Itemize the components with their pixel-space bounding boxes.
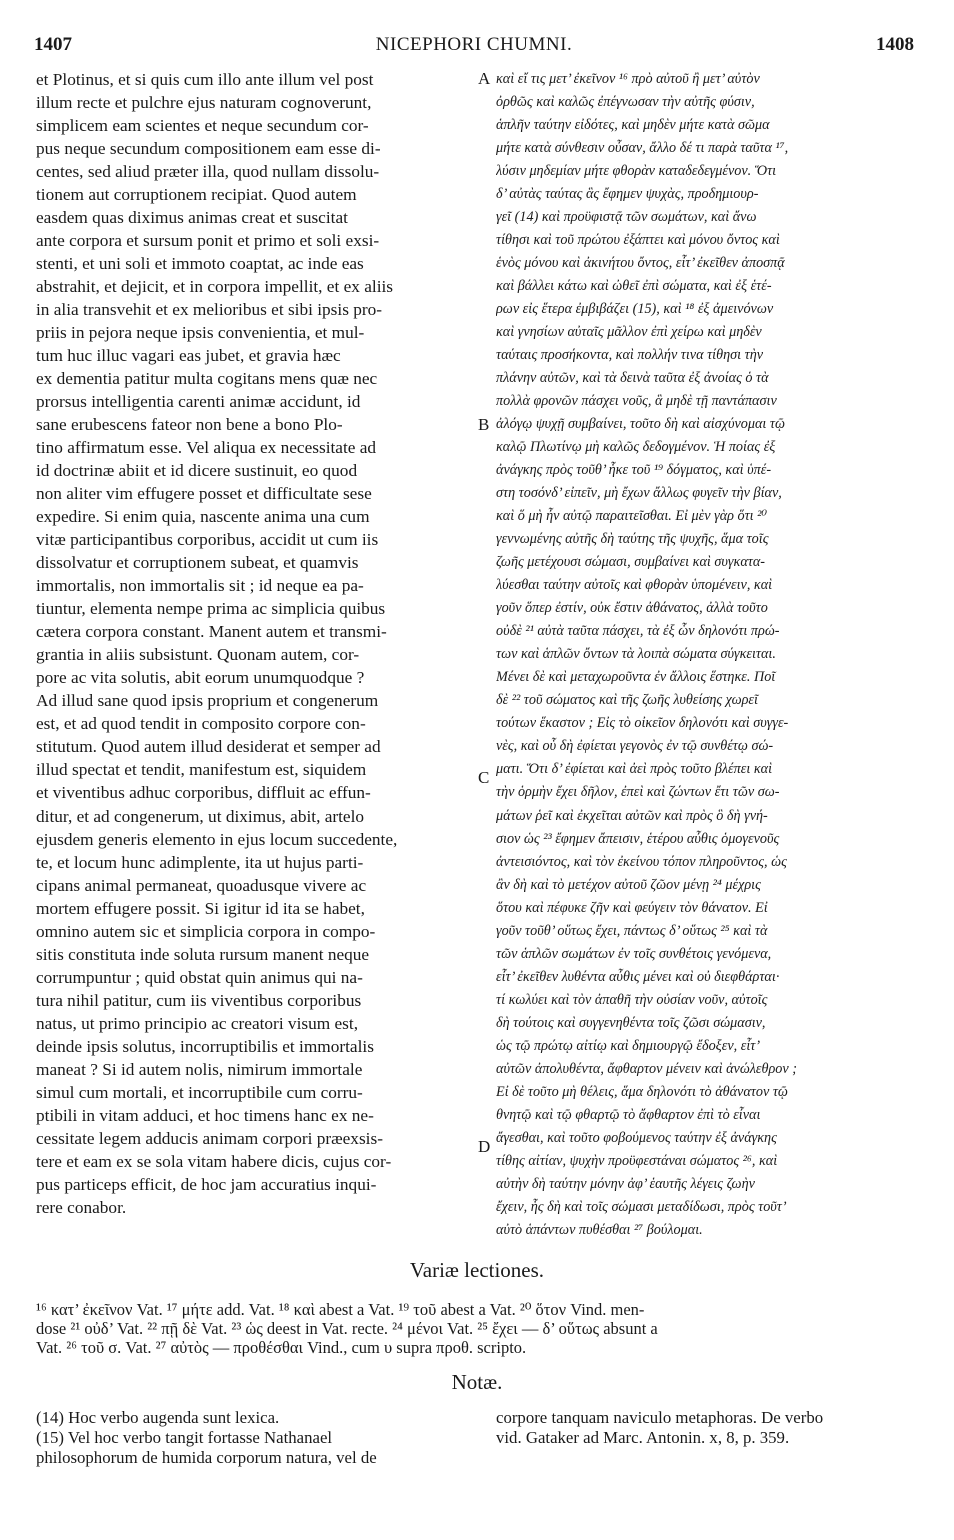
latin-text-line: Ad illud sane quod ipsis proprium et congenerum	[36, 691, 379, 711]
latin-text-line: est, et ad quod tendit in composito corpore con-	[36, 714, 366, 734]
greek-text-line: πολλὰ φρονῶν πάσχει νοῦς, ἃ μηδὲ τῇ παντάπασιν	[496, 393, 777, 410]
latin-text-line: priis in pejora neque ipsis convenientia, et mul-	[36, 323, 365, 343]
greek-text-line: καὶ βάλλει κάτω καὶ ὠθεῖ ἐπὶ σώματα, καὶ ἐξ ἑτέ-	[496, 278, 772, 295]
latin-text-line: in alia transvehit et ex melioribus et sibi ipsis pro-	[36, 300, 383, 320]
greek-text-line: εἶτ’ ἐκεῖθεν λυθέντα αὖθις μένει καὶ οὐ διεφθάρται·	[496, 968, 780, 985]
latin-text-line: tino affirmatum esse. Vel aliqua ex necessitate ad	[36, 438, 377, 458]
latin-text-line: ejusdem generis elemento in ejus locum succedente,	[36, 829, 398, 849]
note-line: vid. Gataker ad Marc. Antonin. x, 8, p. 359.	[496, 1428, 790, 1447]
greek-text-line: πλάνην αὐτῶν, καὶ τὰ δεινὰ ταῦτα ἐξ ἀνοίας ὁ τὰ	[496, 370, 769, 387]
section-marker-c: C	[478, 768, 490, 787]
latin-text-line: immortalis, non immortalis sit ; id neque ea pa-	[36, 576, 364, 596]
greek-text-line: γεννωμένης αὐτῆς δὴ ταύτης τῆς ψυχῆς, ἅμα τοῖς	[496, 531, 769, 548]
latin-text-line: stenti, et uni soli et immoto coaptat, ac inde eas	[36, 254, 364, 274]
greek-text-line: τὴν ὁρμὴν ἔχει δῆλον, ἐπεὶ καὶ ζώντων ἔτι τῶν σω-	[496, 784, 780, 801]
latin-text-line: tionem aut corruptionem recipiat. Quod autem	[36, 185, 357, 205]
variae-lectiones-heading: Variæ lectiones.	[409, 1258, 545, 1282]
greek-text-line: γοῦν τοῦθ’ οὕτως ἔχει, πάντως δ’ οὕτως ²⁵ καὶ τὰ	[496, 922, 768, 939]
greek-text-line: αὐτὸ ἁπάντων πυθέσθαι ²⁷ βούλομαι.	[496, 1221, 703, 1238]
latin-text-line: dissolvatur et corruptionem subeat, et quamvis	[36, 553, 359, 573]
notae-right-column	[496, 1408, 918, 1448]
page-number-right: 1408	[876, 34, 914, 55]
greek-text-line: ὡς τῷ πρώτῳ αἰτίῳ καὶ δημιουργῷ ἔδοξεν, εἶτ’	[496, 1037, 761, 1054]
greek-text-line: γοῦν ὅπερ ἐστίν, οὐκ ἔστιν ἀθάνατος, ἀλλὰ τοῦτο	[496, 600, 768, 617]
latin-text-line: sitis constituta inde soluta rursum manent neque	[36, 944, 370, 964]
latin-text-line: cipans animal permaneat, quoadusque vivere ac	[36, 875, 367, 895]
greek-text-line: καλῷ Πλωτίνῳ μὴ καλῶς δεδογμένον. Ἡ ποίας ἐξ	[496, 439, 776, 456]
latin-text-line: cætera corpora constant. Manent autem et transmi-	[36, 622, 387, 642]
latin-text-line: rere conabor.	[36, 1197, 127, 1217]
note-line: philosophorum de humida corporum natura, vel de	[36, 1448, 377, 1467]
latin-text-line: te, et locum hunc adimplente, ita ut hujus parti-	[36, 852, 364, 872]
latin-text-line: natus, ut primo principio ac creatori visum est,	[36, 1013, 359, 1033]
latin-text-line: maneat ? Si id autem nolis, nimirum immortale	[36, 1059, 363, 1079]
greek-text-line: ἄγεσθαι, καὶ τοῦτο φοβούμενος ταύτην ἐξ ἀνάγκης	[496, 1129, 777, 1146]
greek-text-line: τί κωλύει καὶ τὸν ἀπαθῆ τὴν οὐσίαν νοῦν, αὐτοῖς	[496, 991, 768, 1008]
notae-heading: Notæ.	[451, 1370, 503, 1394]
latin-text-line: grantia in aliis subsistunt. Quonam autem, cor-	[36, 645, 360, 665]
greek-text-line: αὐτὴν δὴ ταύτην μόνην ἀφ’ ἑαυτῆς λέγεις ζωὴν	[496, 1175, 755, 1192]
variae-lectiones-text	[36, 1300, 920, 1357]
section-marker-d: D	[478, 1137, 491, 1156]
page-number-left: 1407	[34, 34, 72, 55]
greek-text-line: ζωῆς μετέχουσι σώμασι, συμβαίνει καὶ συγκατα-	[496, 554, 766, 571]
variant-reading-line: dose ²¹ οὐδ’ Vat. ²² πῇ δὲ Vat. ²³ ὡς deest in Vat. recte. ²⁴ μένοι Vat. ²⁵ ἔχει — δ’ οὕτως absunt a	[36, 1319, 658, 1338]
greek-text-line: σιον ὡς ²³ ἔφημεν ἄπεισιν, ἑτέρου αὖθις ὁμογενοῦς	[496, 830, 780, 847]
latin-text-line: centes, sed aliud præter illa, quod nullam dissolu-	[36, 162, 380, 182]
greek-text-line: δὴ τούτοις καὶ συγγενηθέντα τοῖς ζῶσι σώμασιν,	[496, 1014, 766, 1031]
greek-text-line: ρων εἰς ἕτερα ἐμβιβάζει (15), καὶ ¹⁸ ἐξ ἀμεινόνων	[496, 301, 774, 318]
greek-text-line: Εἰ δὲ τοῦτο μὴ θέλεις, ἅμα δηλονότι τὸ ἀθάνατον τῷ	[496, 1083, 788, 1100]
greek-text-line: λύσιν μηδεμίαν μήτε φθορὰν καταδεδεγμένον. Ὅτι	[496, 163, 777, 180]
latin-text-line: tura nihil patitur, cum iis viventibus corporibus	[36, 990, 362, 1010]
greek-text-line: ἂν δὴ καὶ τὸ μετέχον αὐτοῦ ζῶον μένῃ ²⁴ μέχρις	[496, 876, 761, 893]
greek-text-line: μήτε κατὰ σύνθεσιν οὖσαν, ἄλλο δέ τι παρὰ ταῦτα ¹⁷,	[496, 140, 789, 157]
latin-text-line: tum huc illuc vagari eas jubet, et gravia hæc	[36, 346, 341, 366]
greek-text-line: τῶν ἁπλῶν σωμάτων ἐν τοῖς συνθέτοις γενόμενα,	[496, 945, 772, 962]
latin-text-line: vitæ participantibus corporibus, accidit ut cum iis	[36, 530, 379, 550]
latin-text-line: ptibili in vitam adduci, et hoc timens hanc ex ne-	[36, 1105, 374, 1125]
latin-text-line: simul cum mortali, et incorruptibile cum corru-	[36, 1082, 363, 1102]
greek-text-line: στη τοσόνδ’ εἰπεῖν, μὴ ἔχων ἄλλως φυγεῖν τὴν βίαν,	[496, 485, 782, 502]
latin-text-line: id doctrinæ abiit et id dicere sustinuit, eo quod	[36, 461, 358, 481]
running-title: NICEPHORI CHUMNI.	[375, 34, 573, 55]
greek-text-line: οὐδὲ ²¹ αὐτὰ ταῦτα πάσχει, τὰ ἐξ ὧν δηλονότι πρώ-	[496, 623, 780, 640]
greek-text-line: ἁπλῆν ταύτην εἰδότες, καὶ μηδὲν μήτε κατὰ σῶμα	[496, 117, 770, 134]
greek-text-line: τίθης αἰτίαν, ψυχὴν προϋφεστάναι σώματος ²⁶, καὶ	[496, 1152, 778, 1169]
greek-text-line: καὶ εἴ τις μετ’ ἐκεῖνον ¹⁶ πρὸ αὐτοῦ ἢ μετ’ αὐτὸν	[496, 71, 760, 87]
section-marker-a: A	[478, 69, 491, 88]
greek-text-line: ταύταις προσήκοντα, καὶ πολλήν τινα τίθησι τὴν	[496, 347, 764, 364]
latin-text-line: ditur, et ad congenerum, ut diximus, abit, artelo	[36, 806, 365, 826]
greek-text-line: ὅτου καὶ πέφυκε ζῆν καὶ φεύγειν τὸν θάνατον. Εἰ	[496, 899, 768, 916]
greek-text-line: νὲς, καὶ οὗ δὴ ἐφίεται γεγονὸς ἐν τῷ συνθέτῳ σώ-	[496, 738, 774, 755]
latin-text-line: prorsus intelligentia carenti animæ accidunt, id	[36, 392, 361, 412]
latin-text-line: et Plotinus, et si quis cum illo ante illum vel post	[36, 70, 374, 89]
latin-text-line: stitutum. Quod autem illud desiderat et semper ad	[36, 737, 381, 757]
note-line: corpore tanquam naviculo metaphoras. De verbo	[496, 1408, 824, 1427]
latin-text-line: abstrahit, et dejicit, et in corpora impellit, et ex aliis	[36, 277, 394, 297]
latin-text-line: deinde ipsis solutus, incorruptibilis et immortalis	[36, 1036, 374, 1056]
greek-text-line: ἀλόγῳ ψυχῇ συμβαίνει, τοῦτο δὴ καὶ αἰσχύνομαι τῷ	[496, 416, 786, 433]
latin-text-line: omnino autem sic et simplicia corpora in compo-	[36, 921, 376, 941]
greek-text-line: των καὶ ἁπλῶν ὄντων τὰ λοιπὰ σώματα σύγκειται.	[496, 646, 776, 663]
section-marker-b: B	[478, 415, 490, 434]
greek-text-line: μάτων ῥεῖ καὶ ἐκχεῖται αὐτῶν καὶ πρὸς ὃ δὴ γνή-	[496, 807, 768, 824]
latin-text-line: et viventibus adhuc corporibus, diffluit ac effun-	[36, 783, 371, 803]
page-header	[34, 34, 914, 62]
greek-text-line: ἀντεισιόντος, καὶ τὸν ἐκείνου τόπον πληροῦντος, ὡς	[496, 853, 787, 870]
greek-text-line: δὲ ²² τοῦ σώματος καὶ τῆς ζωῆς λυθείσης χωρεῖ	[496, 692, 758, 709]
latin-text-line: corrumpuntur ; quid obstat quin animus qui na-	[36, 967, 363, 987]
greek-text-line: ἑνὸς μόνου καὶ ἀκινήτου ὄντος, εἶτ’ ἐκεῖθεν ἀποσπᾷ	[496, 255, 785, 272]
greek-text-line: αὐτῶν ἀπολυθέντα, ἄφθαρτον μένειν καὶ ἀνώλεθρον ;	[496, 1060, 797, 1077]
greek-text-line: ὀρθῶς καὶ καλῶς ἐπέγνωσαν τὴν αὐτῆς φύσιν,	[496, 94, 755, 111]
latin-column	[36, 68, 474, 1219]
latin-text-line: cessitate legem adducis animam corpori præexsis-	[36, 1128, 383, 1148]
greek-text-line: λύεσθαι ταύτην αὐτοῖς καὶ φθορὰν ὑπομένειν, καὶ	[496, 577, 773, 594]
latin-text-line: ante corpora et sursum ponit et primo et soli exsi-	[36, 231, 380, 251]
latin-text-line: pore ac vita solutis, abit eorum unumquodque ?	[36, 668, 365, 688]
greek-column	[496, 68, 918, 1242]
latin-text-line: pus particeps efficit, de hoc jam accuratius inqui-	[36, 1174, 377, 1194]
latin-text-line: mortem effugere possit. Si igitur id ita se habet,	[36, 898, 365, 918]
greek-text-line: ἔχειν, ἧς δὴ καὶ τοῖς σώμασι μεταδίδωσι, πρὸς τοῦτ’	[496, 1198, 787, 1215]
variant-reading-line: Vat. ²⁶ τοῦ σ. Vat. ²⁷ αὐτὸς — προθέσθαι Vind., cum υ supra προθ. scripto.	[36, 1338, 527, 1357]
note-line: (14) Hoc verbo augenda sunt lexica.	[36, 1408, 280, 1427]
greek-text-line: ἀνάγκης πρὸς τοῦθ’ ἧκε τοῦ ¹⁹ δόγματος, καὶ ὑπέ-	[496, 462, 772, 479]
greek-text-line: γεῖ (14) καὶ προϋφιστᾷ τῶν σωμάτων, καὶ ἄνω	[496, 209, 757, 226]
latin-text-line: tere et eam ex se sola vitam habere dicis, cujus cor-	[36, 1151, 392, 1171]
latin-text-line: expedire. Si enim quia, nascente anima una cum	[36, 507, 370, 527]
greek-text-line: καὶ γνησίων αὐταῖς μᾶλλον ἐπὶ χείρω καὶ μηδὲν	[496, 324, 762, 341]
latin-text-line: non aliter vim effugere posset et difficultate sese	[36, 484, 372, 504]
latin-text-line: easdem quas diximus animas creat et suscitat	[36, 208, 348, 228]
greek-text-line: δ’ αὐτὰς ταύτας ἃς ἔφημεν ψυχὰς, προδημιουρ-	[496, 186, 759, 203]
greek-text-line: τίθησι καὶ τοῦ πρώτου ἐξάπτει καὶ μόνου ὄντος καὶ	[496, 232, 780, 249]
greek-text-line: Μένει δὲ καὶ μεταχωροῦντα ἐν ἄλλοις ἕστηκε. Ποῖ	[496, 669, 776, 686]
greek-text-line: θνητῷ καὶ τῷ φθαρτῷ τὸ ἄφθαρτον ἐπὶ τὸ εἶναι	[496, 1106, 761, 1123]
latin-text-line: tiuntur, elementa nempe prima ac simplicia quibus	[36, 599, 386, 619]
latin-text-line: illum recte et pulchre ejus naturam cognoverunt,	[36, 93, 372, 113]
greek-text-line: ματι. Ὅτι δ’ ἐφίεται καὶ ἀεὶ πρὸς τοῦτο βλέπει καὶ	[496, 761, 773, 778]
latin-text-line: illud spectat et tendit, manifestum est, siquidem	[36, 760, 367, 780]
notae-left-column	[36, 1408, 476, 1468]
latin-text-line: pus neque secundum compositionem eam esse di-	[36, 139, 381, 159]
latin-text-line: ex dementia patitur multa cogitans mens quæ nec	[36, 369, 378, 389]
latin-text-line: simplicem eam scientes et neque secundum cor-	[36, 116, 369, 136]
greek-text-line: καὶ ὅ μὴ ἦν αὐτῷ παραιτεῖσθαι. Εἰ μὲν γὰρ ὅτι ²⁰	[496, 508, 768, 525]
latin-text-line: sane erubescens fateor non bene a bono Plo-	[36, 415, 343, 435]
variant-reading-line: ¹⁶ κατ’ ἐκεῖνον Vat. ¹⁷ μήτε add. Vat. ¹⁸ καὶ abest a Vat. ¹⁹ τοῦ abest a Vat. ²⁰ ὅτον Vind. men-	[36, 1300, 645, 1319]
greek-text-line: τούτων ἕκαστον ; Εἰς τὸ οἰκεῖον δηλονότι καὶ συγγε-	[496, 715, 789, 732]
note-line: (15) Vel hoc verbo tangit fortasse Nathanael	[36, 1428, 333, 1447]
